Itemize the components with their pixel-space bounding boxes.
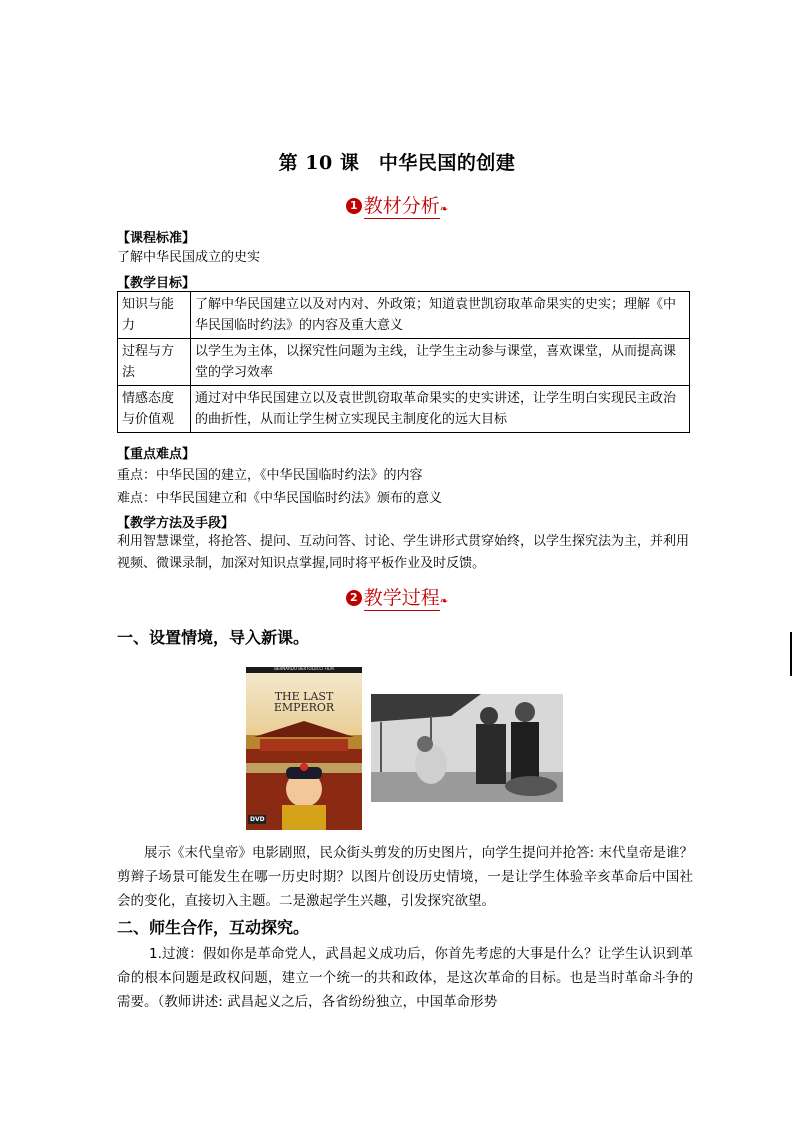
goal-key: 情感态度与价值观 — [118, 386, 191, 433]
leaf-icon: ❧ — [439, 596, 449, 607]
part1-paragraph: 展示《末代皇帝》电影剧照，民众街头剪发的历史图片，向学生提问并抢答: 末代皇帝是谁？剪辫子场景可能发生在哪一历史时期？以图片创设历史情境，一是让学生体验辛亥革命后中国社会的变化，直接切入主题。二是激起学生兴趣，引发探究欲望。 — [117, 845, 693, 909]
goal-value: 以学生为主体，以探究性问题为主线，让学生主动参与课堂，喜欢课堂，从而提高课堂的学习效率 — [191, 339, 690, 386]
street-haircut-photo — [371, 694, 563, 802]
section-number-badge: 2 — [346, 590, 362, 606]
teaching-goals-label: 【教学目标】 — [117, 276, 196, 291]
methods-text: 利用智慧课堂，将抢答、提问、互动问答、讨论、学生讲形式贯穿始终，以学生探究法为主，并利用视频、微课录制，加深对知识点掌握,同时将平板作业及时反馈。 — [117, 534, 690, 571]
dvd-logo: DVD — [250, 816, 265, 823]
part2-paragraph: 1.过渡：假如你是革命党人，武昌起义成功后，你首先考虑的大事是什么？让学生认识到革命的根本问题是政权问题，建立一个统一的共和政体，是这次革命的目标。也是当时革命斗争的需要。（教师讲述: 武昌起义之后，各省纷纷独立，中国革命形势 — [117, 946, 693, 1010]
section-heading-analysis — [0, 191, 794, 218]
table-row — [118, 386, 690, 433]
section-heading-process — [0, 583, 794, 610]
section-label: 教材分析 — [363, 195, 440, 217]
goal-key: 知识与能力 — [118, 292, 191, 339]
table-row — [118, 339, 690, 386]
poster-title: THE LAST EMPEROR — [273, 690, 335, 714]
course-standard-label: 【课程标准】 — [117, 231, 196, 246]
text-cursor — [790, 632, 792, 676]
goal-value: 了解中华民国建立以及对内对、外政策；知道袁世凯窃取革命果实的史实；理解《中华民国临时约法》的内容及重大意义 — [191, 292, 690, 339]
part2-heading: 二、师生合作，互动探究。 — [117, 918, 310, 937]
key-points-label: 【重点难点】 — [117, 447, 196, 462]
page-title: 第 10 课 中华民国的创建 — [278, 152, 516, 174]
course-standard-text: 了解中华民国成立的史实 — [117, 250, 261, 265]
section-number-badge: 1 — [346, 198, 362, 214]
methods-label: 【教学方法及手段】 — [117, 516, 235, 531]
difficult-point-text: 难点：中华民国建立和《中华民国临时约法》颁布的意义 — [117, 491, 443, 506]
poster-top-text: BERNARDO BERTOLUCCI FILM — [274, 667, 334, 671]
key-point-text: 重点：中华民国的建立，《中华民国临时约法》的内容 — [117, 468, 423, 483]
goal-value: 通过对中华民国建立以及袁世凯窃取革命果实的史实讲述，让学生明白实现民主政治的曲折性，从而让学生树立实现民主制度化的远大目标 — [191, 386, 690, 433]
last-emperor-poster-image — [246, 667, 362, 830]
teaching-goals-table — [117, 291, 690, 433]
leaf-icon: ❧ — [439, 204, 449, 215]
part1-heading: 一、设置情境，导入新课。 — [117, 628, 310, 647]
goal-key: 过程与方法 — [118, 339, 191, 386]
photo-graphic — [371, 694, 563, 802]
section-label: 教学过程 — [363, 587, 440, 609]
table-row — [118, 292, 690, 339]
